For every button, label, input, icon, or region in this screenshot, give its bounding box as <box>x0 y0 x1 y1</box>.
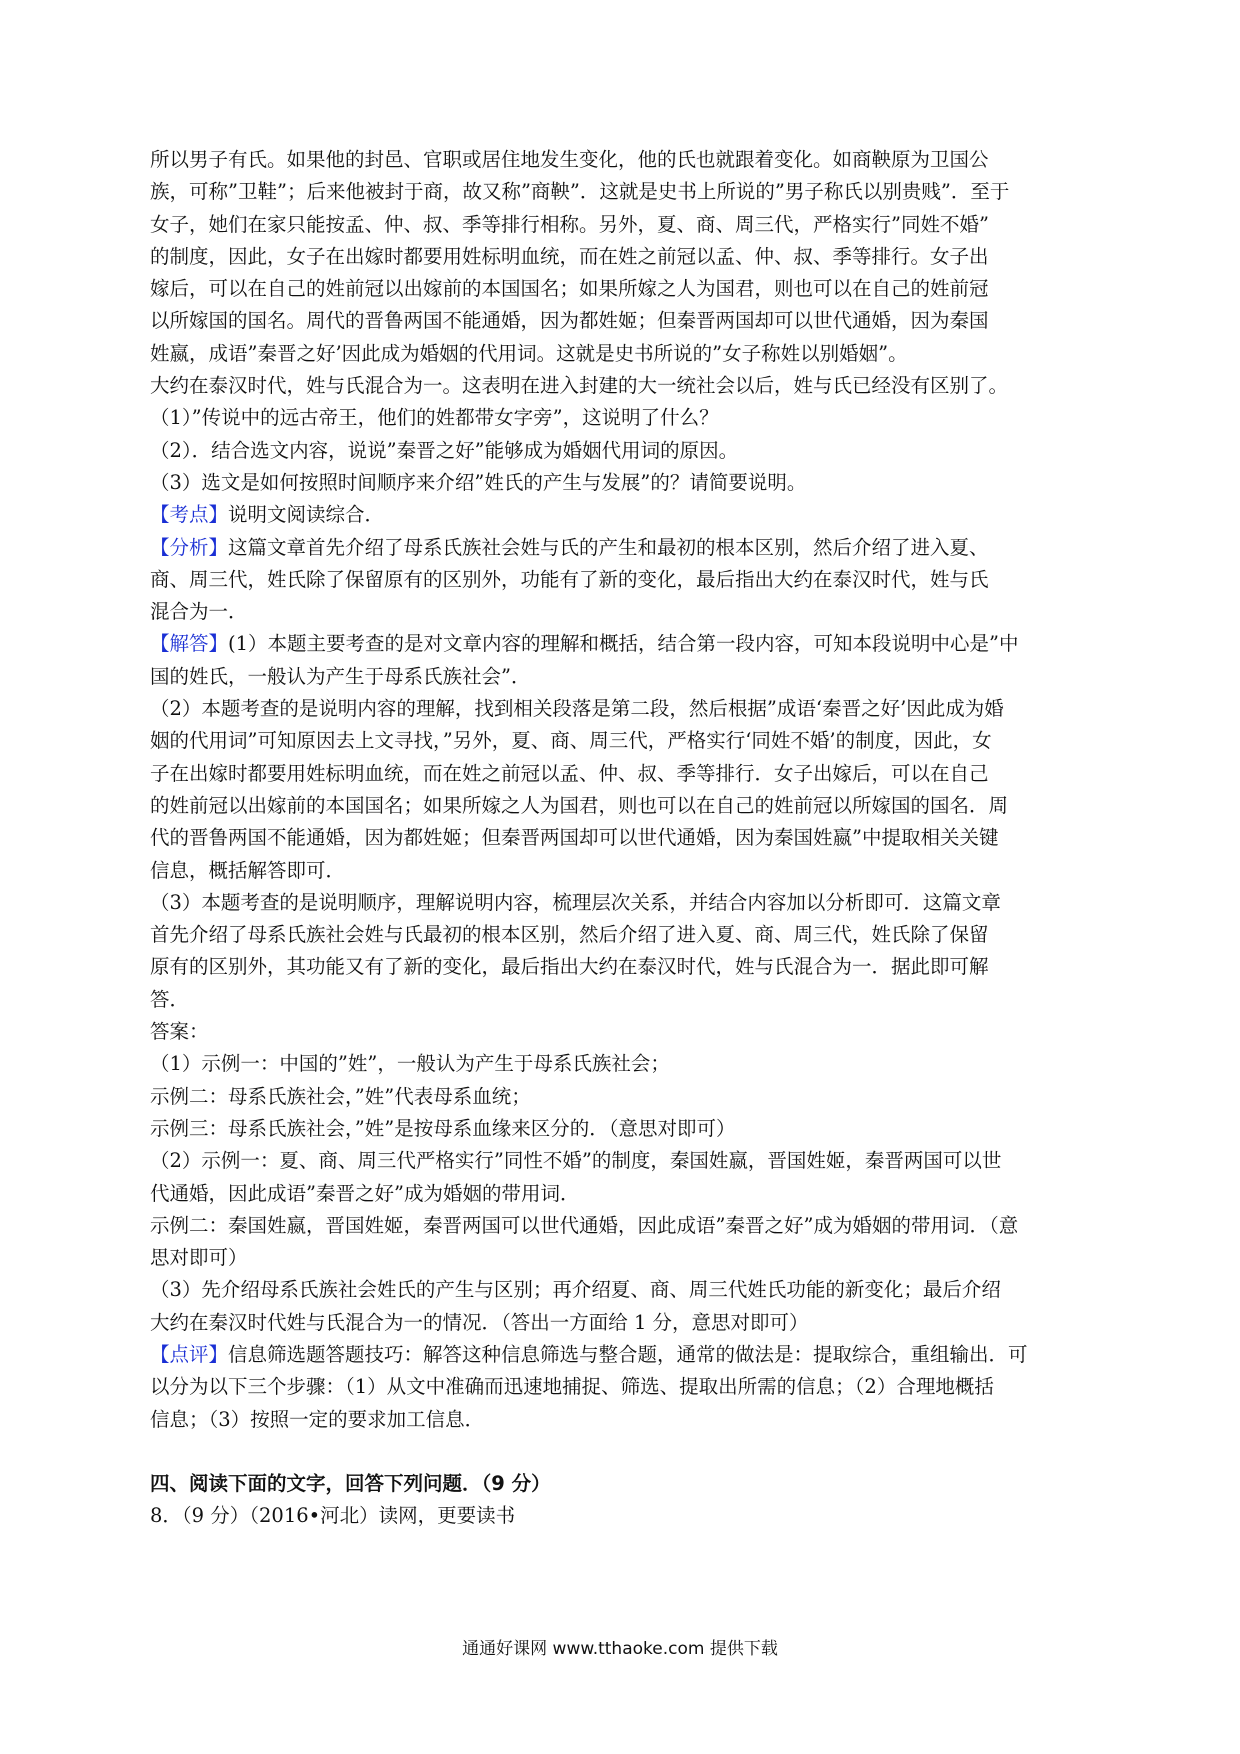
jieda-line: 代的晋鲁两国不能通婚，因为都姓姬；但秦晋两国却可以世代通婚，因为秦国姓嬴”中提取相关关键 <box>150 826 999 850</box>
jieda-line: （2）本题考查的是说明内容的理解，找到相关段落是第二段，然后根据”成语‘秦晋之好’因此成为婚 <box>150 697 1004 721</box>
dianping-tag: 【点评】 <box>150 1342 229 1366</box>
passage-line: 所以男子有氏。如果他的封邑、官职或居住地发生变化，他的氏也就跟着变化。如商鞅原为卫国公 <box>150 148 989 171</box>
fenxi-tag: 【分析】 <box>150 535 229 559</box>
jieda-line: 答． <box>150 987 190 1011</box>
fenxi-line: 混合为一． <box>150 600 248 624</box>
kaodian-text: 说明文阅读综合． <box>228 503 385 527</box>
jieda-line: 的姓前冠以出嫁前的本国国名；如果所嫁之人为国君，则也可以在自己的姓前冠以所嫁国的国名．周 <box>150 793 1009 817</box>
fenxi-text: 这篇文章首先介绍了母系氏族社会姓与氏的产生和最初的根本区别，然后介绍了进入夏、 <box>228 535 989 559</box>
passage-line: 以所嫁国的国名。周代的晋鲁两国不能通婚，因为都姓姬；但秦晋两国却可以世代通婚，因为秦国 <box>150 309 989 333</box>
question-2: （2）．结合选文内容，说说”秦晋之好”能够成为婚姻代用词的原因。 <box>150 438 739 462</box>
dianping-line: 以分为以下三个步骤：（1）从文中准确而迅速地捕捉、筛选、提取出所需的信息；（2）合理地概括 <box>150 1375 994 1399</box>
jieda-line: 原有的区别外，其功能又有了新的变化，最后指出大约在泰汉时代，姓与氏混合为一．据此即可解 <box>150 955 989 979</box>
answer-line: （1）示例一：中国的”姓”，一般认为产生于母系氏族社会； <box>150 1052 670 1076</box>
page-footer: 通通好课网 www.tthaoke.com 提供下载 <box>462 1639 778 1659</box>
jieda-block <box>150 628 1090 1016</box>
passage-line: 女子，她们在家只能按孟、仲、叔、季等排行相称。另外，夏、商、周三代，严格实行”同姓不婚” <box>150 212 989 236</box>
answer-line: 大约在秦汉时代姓与氏混合为一的情况．（答出一方面给 1 分，意思对即可） <box>150 1310 809 1334</box>
question-1: （1）”传说中的远古帝王，他们的姓都带女字旁”，这说明了什么？ <box>150 406 719 430</box>
passage-line: 族，可称”卫鞋”；后来他被封于商，故又称”商鞅”．这就是史书上所说的”男子称氏以别贵贱”．至于 <box>150 180 1010 204</box>
fenxi-block <box>150 532 1090 629</box>
jieda-line: 姻的代用词”可知原因去上文寻找，”另外，夏、商、周三代，严格实行‘同姓不婚’的制度，因此，女 <box>150 729 992 753</box>
jieda-tag: 【解答】 <box>150 632 229 656</box>
answer-line: 示例二：秦国姓嬴，晋国姓姬，秦晋两国可以世代通婚，因此成语”秦晋之好”成为婚姻的带用词．（意 <box>150 1213 1019 1237</box>
dianping-block <box>150 1339 1090 1436</box>
kaodian-tag: 【考点】 <box>150 503 229 527</box>
passage <box>150 144 1090 402</box>
answer-line: 代通婚，因此成语”秦晋之好”成为婚姻的带用词． <box>150 1181 580 1205</box>
jieda-line: 首先介绍了母系氏族社会姓与氏最初的根本区别，然后介绍了进入夏、商、周三代，姓氏除了保留 <box>150 923 989 947</box>
jieda-line: 子在出嫁时都要用姓标明血统，而在姓之前冠以孟、仲、叔、季等排行．女子出嫁后，可以在自己 <box>150 761 989 785</box>
jieda-line: 信息，概括解答即可． <box>150 858 346 882</box>
passage-line: 姓嬴，成语”秦晋之好’因此成为婚姻的代用词。这就是史书所说的”女子称姓以别婚姻”。 <box>150 341 908 365</box>
jieda-line: 国的姓氏，一般认为产生于母系氏族社会”． <box>150 664 531 688</box>
kaodian-block <box>150 499 1090 531</box>
question-3: （3）选文是如何按照时间顺序来介绍”姓氏的产生与发展”的？请简要说明。 <box>150 470 807 494</box>
section-4-heading: 四、阅读下面的文字，回答下列问题．（9 分） <box>150 1471 551 1495</box>
passage-line: 大约在泰汉时代，姓与氏混合为一。这表明在进入封建的大一统社会以后，姓与氏已经没有区别了。 <box>150 374 1009 398</box>
questions <box>150 402 1090 499</box>
question-8-title: 8．（9 分）（2016•河北）读网，更要读书 <box>150 1504 516 1528</box>
answer-line: 思对即可） <box>150 1246 248 1270</box>
answer-line: 答案： <box>150 1020 209 1044</box>
dianping-line: 信息；（3）按照一定的要求加工信息． <box>150 1407 485 1431</box>
jieda-text: (1）本题主要考查的是对文章内容的理解和概括，结合第一段内容，可知本段说明中心是”中 <box>228 632 1019 656</box>
answer-line: （2）示例一：夏、商、周三代严格实行”同性不婚”的制度，秦国姓嬴，晋国姓姬，秦晋两国可以世 <box>150 1149 1002 1173</box>
passage-line: 的制度，因此，女子在出嫁时都要用姓标明血统，而在姓之前冠以孟、仲、叔、季等排行。女子出 <box>150 244 989 268</box>
answer-line: （3）先介绍母系氏族社会姓氏的产生与区别；再介绍夏、商、周三代姓氏功能的新变化；最后介绍 <box>150 1278 1001 1302</box>
jieda-line: （3）本题考查的是说明顺序，理解说明内容，梳理层次关系，并结合内容加以分析即可．这篇文章 <box>150 890 1001 914</box>
section-spacer <box>150 1436 1090 1468</box>
answer-line: 示例二：母系氏族社会，”姓”代表母系血统； <box>150 1084 531 1108</box>
document-page <box>150 144 1090 1532</box>
answer-block <box>150 1016 1090 1339</box>
answer-line: 示例三：母系氏族社会，”姓”是按母系血缘来区分的．（意思对即可） <box>150 1116 736 1140</box>
fenxi-line: 商、周三代，姓氏除了保留原有的区别外，功能有了新的变化，最后指出大约在泰汉时代，姓与氏 <box>150 567 989 591</box>
dianping-text: 信息筛选题答题技巧：解答这种信息筛选与整合题，通常的做法是：提取综合，重组输出．可 <box>228 1342 1028 1366</box>
passage-line: 嫁后，可以在自己的姓前冠以出嫁前的本国国名；如果所嫁之人为国君，则也可以在自己的姓前冠 <box>150 277 989 301</box>
